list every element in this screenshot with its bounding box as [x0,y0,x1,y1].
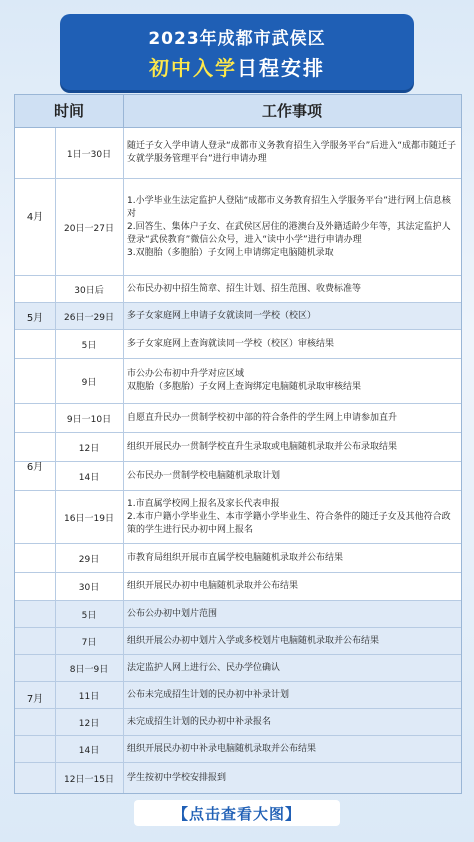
table-row [15,433,461,462]
row-task: 法定监护人网上进行公、民办学位确认 [127,662,281,673]
row-date: 12日 [55,433,124,461]
title-banner [60,14,414,90]
row-task: 公布公办初中划片范围 [127,608,218,619]
row-task: 组织开展公办初中划片入学或多校划片电脑随机录取并公布结果 [127,635,380,646]
row-date: 12日一15日 [55,763,124,793]
row-date: 8日一9日 [55,655,124,681]
subtitle-highlight: 初中入学 [149,56,237,80]
row-date: 11日 [55,682,124,708]
table-row [15,128,461,179]
table-row [15,544,461,573]
row-date: 5日 [55,330,124,358]
table-row [15,655,461,682]
row-date: 7日 [55,628,124,654]
row-date: 9日 [55,359,124,403]
table-row [15,763,461,793]
row-date: 16日一19日 [55,491,124,543]
row-date: 14日 [55,462,124,490]
table-row [15,709,461,736]
row-task: 未完成招生计划的民办初中补录报名 [127,716,272,727]
table-row [15,682,461,709]
row-task: 市教育局组织开展市直属学校电脑随机录取并公布结果 [127,552,344,563]
page-subtitle [60,52,414,81]
row-date: 12日 [55,709,124,735]
table-row [15,736,461,763]
row-task: 随迁子女入学申请人登录“成都市义务教育招生入学服务平台”后进入“成都市随迁子女就学服务管理平台”进行申请办理 [127,141,456,164]
month-june: 6月 [15,330,56,600]
table-header [15,95,461,128]
view-large-image-button[interactable]: 【点击查看大图】 [134,800,340,826]
row-task: 学生按初中学校安排报到 [127,772,227,783]
row-task: 公布民办初中招生简章、招生计划、招生范围、收费标准等 [127,283,362,294]
row-task: 组织开展民办一贯制学校直升生录取或电脑随机录取并公布录取结果 [127,441,398,452]
row-date: 29日 [55,544,124,572]
table-row [15,179,461,276]
row-task: 1.小学毕业生法定监护人登陆“成都市义务教育招生入学服务平台”进行网上信息核对 2.回答生、集体户子女、在武侯区居住的港澳台及外籍适龄少年等，其法定监护人登录“武侯教育”微信公众号，进入“读中小学”进行申请办理 3.双胞胎（多胞胎）子女网上申请绑定电脑随机录取 [127,195,451,258]
row-task: 自愿直升民办一贯制学校初中部的符合条件的学生网上申请参加直升 [127,412,398,423]
row-task: 组织开展民办初中补录电脑随机录取并公布结果 [127,743,317,754]
row-task: 多子女家庭网上申请子女就读同一学校（校区） [127,310,317,321]
row-date: 26日一29日 [55,303,124,329]
row-date: 5日 [55,601,124,627]
row-date: 9日一10日 [55,404,124,432]
table-row [15,628,461,655]
row-task: 1.市直属学校网上报名及家长代表申报 2.本市户籍小学毕业生、本市学籍小学毕业生、符合条件的随迁子女及其他符合政策的学生进行民办初中网上报名 [127,498,451,535]
page-title: 2023年成都市武侯区 [148,29,326,49]
row-date: 30日 [55,573,124,600]
table-row [15,276,461,303]
row-date: 1日一30日 [55,128,124,178]
table-row [15,330,461,359]
table-row [15,462,461,491]
row-task: 市公办公布初中升学对应区域 双胞胎（多胞胎）子女网上查询绑定电脑随机录取审核结果 [127,369,362,392]
row-task: 多子女家庭网上查询就读同一学校（校区）审核结果 [127,338,335,349]
month-may: 5月 [15,303,56,329]
row-task: 公布未完成招生计划的民办初中补录计划 [127,689,290,700]
header-time: 时间 [15,95,124,127]
table-row [15,491,461,544]
subtitle-rest: 日程安排 [237,56,325,80]
table-row [15,359,461,404]
row-task: 组织开展民办初中电脑随机录取并公布结果 [127,581,299,591]
row-task: 公布民办一贯制学校电脑随机录取计划 [127,470,281,481]
row-date: 14日 [55,736,124,762]
row-date: 30日后 [55,276,124,302]
row-date: 20日一27日 [55,179,124,275]
month-april: 4月 [15,128,56,302]
header-tasks: 工作事项 [261,102,322,120]
month-july: 7月 [15,601,56,793]
table-row [15,404,461,433]
table-row [15,601,461,628]
schedule-table [14,94,462,794]
table-row [15,573,461,601]
table-row [15,303,461,330]
